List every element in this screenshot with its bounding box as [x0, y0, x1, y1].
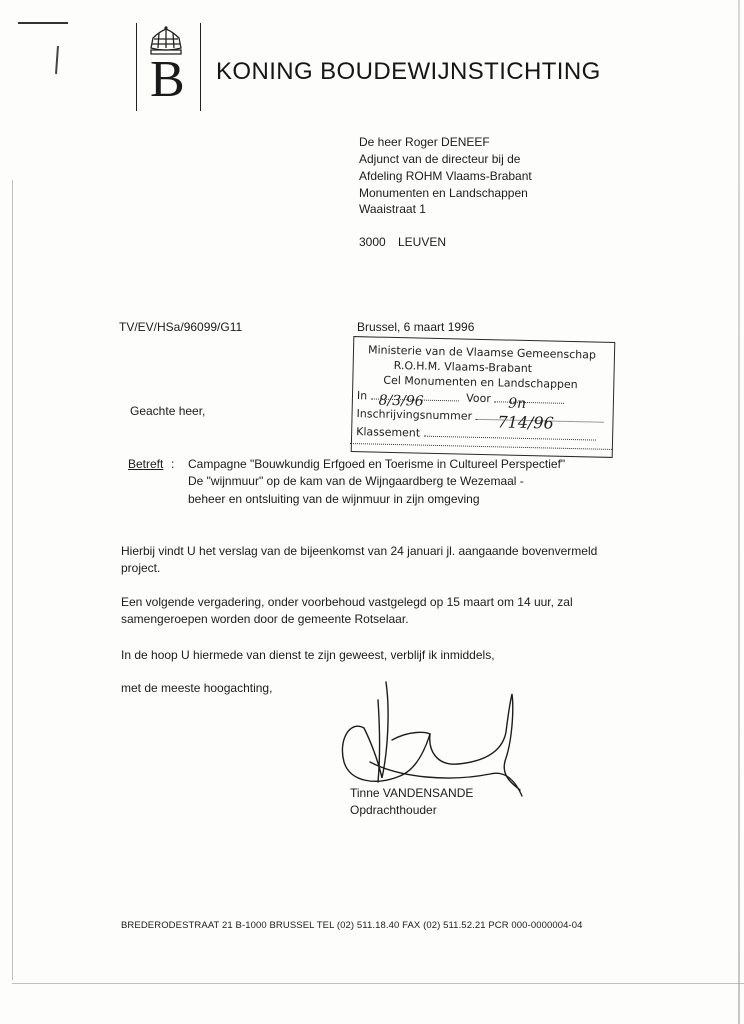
logo-rule-right — [200, 23, 201, 111]
stamp-in-label: In — [356, 389, 368, 403]
logo-letter: B — [150, 51, 185, 108]
recipient-name: De heer Roger DENEEF — [359, 135, 490, 149]
subject-line: beheer en ontsluiting van de wijnmuur in zijn omgeving — [188, 492, 480, 506]
stamp-classification-label: Klassement — [356, 425, 421, 440]
footer-address: BREDERODESTRAAT 21 B-1000 BRUSSEL TEL (02) 511.18.40 FAX (02) 511.52.21 PCR 000-0000004-04 — [121, 920, 583, 931]
scan-edge — [12, 983, 744, 984]
scan-edge — [12, 180, 13, 980]
stamp-office: R.O.H.M. Vlaams-Brabant — [393, 358, 533, 376]
stamp-ministry: Ministerie van de Vlaamse Gemeenschap — [367, 343, 597, 362]
body-paragraph: In de hoop U hiermede van dienst te zijn geweest, verblijf ik inmiddels, — [121, 648, 495, 662]
stamp-in-value: 8/3/96 — [378, 392, 424, 410]
place-date: Brussel, 6 maart 1996 — [357, 320, 475, 334]
body-paragraph: Een volgende vergadering, onder voorbehoud vastgelegd op 15 maart om 14 uur, zal — [121, 595, 573, 609]
recipient-city: LEUVEN — [398, 235, 447, 249]
closing: met de meeste hoogachting, — [121, 681, 273, 695]
recipient-department: Monumenten en Landschappen — [359, 186, 528, 200]
subject-line: Campagne "Bouwkundig Erfgoed en Toerisme in Cultureel Perspectief" — [188, 457, 566, 471]
stamp-extra-line — [350, 443, 612, 450]
scan-mark — [55, 46, 58, 74]
subject-line: De "wijnmuur" op de kam van de Wijngaardberg te Wezemaal - — [188, 474, 524, 488]
stamp-voor-label: Voor — [466, 391, 491, 406]
reference-number: TV/EV/HSa/96099/G11 — [119, 320, 243, 334]
body-paragraph: samengeroepen worden door de gemeente Rotselaar. — [121, 612, 409, 626]
stamp-voor-value: 9n — [508, 395, 527, 412]
subject-label: Betreft — [128, 457, 164, 471]
salutation: Geachte heer, — [130, 404, 206, 418]
scan-edge — [738, 0, 740, 1024]
signatory-title: Opdrachthouder — [350, 803, 437, 817]
recipient-street: Waaistraat 1 — [359, 202, 426, 216]
signatory-name: Tinne VANDENSANDE — [350, 786, 474, 800]
received-stamp — [351, 336, 616, 458]
recipient-postal-code: 3000 — [359, 235, 386, 249]
scan-mark — [18, 22, 68, 24]
stamp-classification-row — [356, 425, 596, 443]
body-paragraph: project. — [121, 561, 161, 575]
recipient-role-line: Adjunct van de directeur bij de — [359, 152, 521, 166]
stamp-cell: Cel Monumenten en Landschappen — [383, 373, 578, 392]
subject-colon: : — [171, 457, 175, 471]
stamp-in-row — [356, 389, 565, 412]
stamp-registration-label: Inschrijvingsnummer — [356, 407, 473, 423]
body-paragraph: Hierbij vindt U het verslag van de bijeenkomst van 24 januari jl. aangaande bovenvermeld — [121, 544, 598, 558]
stamp-registration-value: 714/96 — [497, 412, 554, 433]
foundation-name: KONING BOUDEWIJNSTICHTING — [216, 58, 601, 85]
recipient-role-line: Afdeling ROHM Vlaams-Brabant — [359, 169, 532, 183]
logo-rule-left — [136, 23, 137, 111]
